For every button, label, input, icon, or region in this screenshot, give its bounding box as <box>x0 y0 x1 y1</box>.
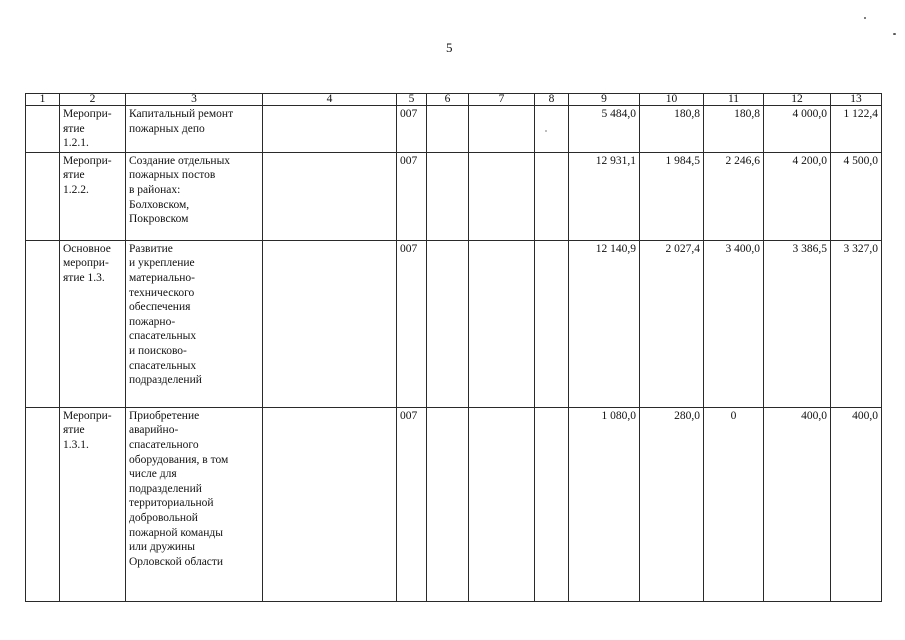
cell-activity-type: Меропри- ятие 1.3.1. <box>60 407 126 601</box>
col-header: 10 <box>640 94 704 106</box>
col-header: 8 <box>535 94 569 106</box>
cell-activity-name: Приобретение аварийно- спасательного оборудования, в том числе для подразделений территориальной добровольной пожарной команды или дружины Орловской области <box>126 407 263 601</box>
budget-table <box>25 93 882 602</box>
cell-year-value: 180,8 <box>640 106 704 153</box>
cell-year-value: 2 246,6 <box>704 152 764 240</box>
col-header: 3 <box>126 94 263 106</box>
scan-speck <box>864 17 866 19</box>
cell-col4 <box>263 407 397 601</box>
cell-total: 5 484,0 <box>569 106 640 153</box>
cell-col4 <box>263 240 397 407</box>
cell-year-value: 4 000,0 <box>764 106 831 153</box>
cell-year-value: 400,0 <box>831 407 882 601</box>
cell-col6 <box>427 407 469 601</box>
col-header: 9 <box>569 94 640 106</box>
cell-code: 007 <box>397 240 427 407</box>
cell-code: 007 <box>397 152 427 240</box>
col-header: 4 <box>263 94 397 106</box>
cell-index <box>26 407 60 601</box>
table-row <box>26 407 882 601</box>
cell-index <box>26 106 60 153</box>
cell-col6 <box>427 240 469 407</box>
cell-col7 <box>469 240 535 407</box>
cell-col7 <box>469 106 535 153</box>
page-number: 5 <box>446 40 453 55</box>
col-header: 5 <box>397 94 427 106</box>
cell-col8 <box>535 240 569 407</box>
cell-year-value: 3 400,0 <box>704 240 764 407</box>
col-header: 12 <box>764 94 831 106</box>
cell-year-value: 0 <box>704 407 764 601</box>
cell-code: 007 <box>397 407 427 601</box>
cell-activity-type: Основное меропри- ятие 1.3. <box>60 240 126 407</box>
cell-year-value: 4 200,0 <box>764 152 831 240</box>
cell-activity-name: Создание отдельных пожарных постов в районах: Болховском, Покровском <box>126 152 263 240</box>
cell-year-value: 3 327,0 <box>831 240 882 407</box>
cell-col4 <box>263 106 397 153</box>
cell-year-value: 3 386,5 <box>764 240 831 407</box>
cell-year-value: 280,0 <box>640 407 704 601</box>
cell-total: 12 931,1 <box>569 152 640 240</box>
cell-year-value: 2 027,4 <box>640 240 704 407</box>
col-header: 2 <box>60 94 126 106</box>
cell-col8 <box>535 152 569 240</box>
cell-activity-name: Развитие и укрепление материально- технического обеспечения пожарно- спасательных и поисково- спасательных подразделений <box>126 240 263 407</box>
cell-year-value: 1 122,4 <box>831 106 882 153</box>
cell-col6 <box>427 106 469 153</box>
col-header: 13 <box>831 94 882 106</box>
table-row <box>26 106 882 153</box>
cell-year-value: 1 984,5 <box>640 152 704 240</box>
cell-index <box>26 240 60 407</box>
cell-code: 007 <box>397 106 427 153</box>
table-row <box>26 152 882 240</box>
cell-col6 <box>427 152 469 240</box>
cell-col4 <box>263 152 397 240</box>
cell-col8 <box>535 407 569 601</box>
col-header: 1 <box>26 94 60 106</box>
cell-year-value: 4 500,0 <box>831 152 882 240</box>
cell-activity-type: Меропри- ятие 1.2.1. <box>60 106 126 153</box>
cell-activity-type: Меропри- ятие 1.2.2. <box>60 152 126 240</box>
cell-total: 12 140,9 <box>569 240 640 407</box>
cell-index <box>26 152 60 240</box>
column-number-row <box>26 94 882 106</box>
cell-col8 <box>535 106 569 153</box>
scan-speck <box>893 33 896 35</box>
cell-col7 <box>469 407 535 601</box>
cell-year-value: 400,0 <box>764 407 831 601</box>
col-header: 7 <box>469 94 535 106</box>
cell-activity-name: Капитальный ремонт пожарных депо <box>126 106 263 153</box>
cell-col7 <box>469 152 535 240</box>
col-header: 11 <box>704 94 764 106</box>
table-row <box>26 240 882 407</box>
col-header: 6 <box>427 94 469 106</box>
cell-total: 1 080,0 <box>569 407 640 601</box>
cell-year-value: 180,8 <box>704 106 764 153</box>
